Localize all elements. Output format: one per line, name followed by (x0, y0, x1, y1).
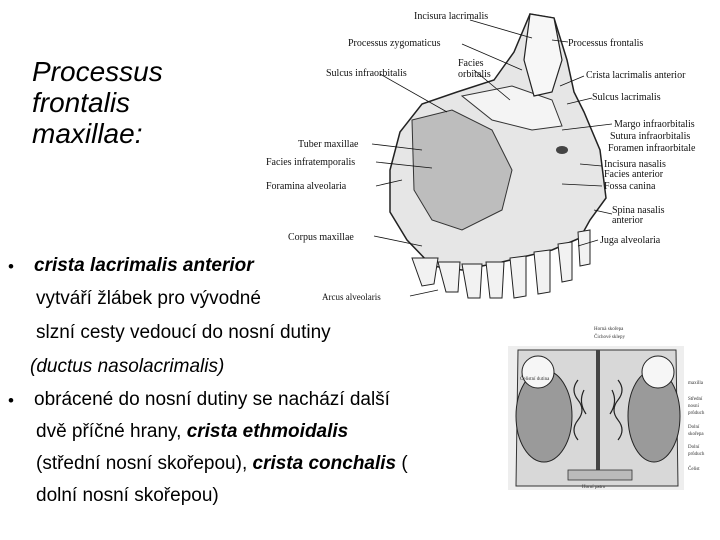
label-facies-orbitalis-1: Facies (458, 58, 484, 69)
label-juga-alveolaria: Juga alveolaria (600, 235, 661, 246)
sinus-label-r4: Dolní (688, 425, 700, 430)
sinus-label-left: Čelistní dutina (520, 377, 550, 382)
label-crista-lacrimalis-anterior: Crista lacrimalis anterior (586, 70, 686, 81)
slide-title (32, 56, 232, 149)
label-spina-nasalis-1: Spina nasalis (612, 205, 665, 216)
label-processus-zygomaticus: Processus zygomaticus (348, 38, 441, 49)
sinus-label-r8: Čelist (688, 467, 700, 472)
sinus-label-bottom: Horní patro (582, 485, 606, 490)
sinus-label-right: maxilla (688, 381, 703, 386)
label-sulcus-infraorbitalis: Sulcus infraorbitalis (326, 68, 407, 79)
title-line-2: frontalis (32, 87, 131, 118)
sinus-label-top-1: Hornà skořepa (594, 327, 624, 332)
label-incisura-nasalis: Incisura nasalis (604, 159, 666, 170)
label-sutura-infraorbitalis: Sutura infraorbitalis (610, 131, 691, 142)
bullet-2-line-2 (36, 421, 348, 443)
hard-palate (568, 470, 632, 480)
bullet-2-line-3-post: ( (396, 453, 408, 474)
label-foramina-alveolaria: Foramina alveolaria (266, 181, 347, 192)
sinus-label-top-2: Čichové sklepy (594, 335, 625, 340)
infraorbital-foramen (556, 146, 568, 154)
label-facies-anterior: Facies anterior (604, 169, 664, 180)
label-processus-frontalis: Processus frontalis (568, 38, 644, 49)
bullet-2-line-4: dolní nosní skořepou) (36, 485, 219, 506)
sinus-label-r5: skořepa (688, 432, 704, 437)
maxilla-drawing (262, 0, 720, 318)
bullet-marker-2: • (8, 391, 14, 410)
label-corpus-maxillae: Corpus maxillae (288, 232, 354, 243)
label-margo-infraorbitalis: Margo infraorbitalis (614, 119, 695, 130)
nasal-septum (596, 350, 600, 476)
sinus-section-illustration (508, 320, 720, 490)
label-arcus-alveolaris: Arcus alveolaris (322, 292, 381, 302)
label-spina-nasalis-2: anterior (612, 215, 644, 226)
label-facies-infratemporalis: Facies infratemporalis (266, 157, 356, 168)
bullet-1-term: crista lacrimalis anterior (34, 255, 254, 276)
bullet-2-line-3-pre: (střední nosní skořepou), (36, 453, 253, 474)
bullet-2-crista-ethmoidalis: crista ethmoidalis (186, 421, 349, 442)
bullet-2-line-3 (36, 453, 408, 475)
title-line-1: Processus (32, 56, 163, 87)
label-tuber-maxillae: Tuber maxillae (298, 139, 359, 150)
sinus-label-r7: průduch (688, 452, 705, 457)
sinus-label-r6: Dolní (688, 445, 700, 450)
maxilla-illustration (262, 0, 720, 318)
bullet-1-line-4: (ductus nasolacrimalis) (30, 356, 225, 377)
title-line-3: maxillae: (32, 118, 143, 149)
bullet-1-line-2: vytváří žlábek pro vývodné (36, 288, 261, 309)
left-orbit (522, 356, 554, 388)
bullet-2-crista-conchalis: crista conchalis (252, 453, 397, 474)
sinus-label-r2: nosní (688, 404, 699, 409)
bullet-marker-1: • (8, 257, 14, 276)
right-orbit (642, 356, 674, 388)
label-foramen-infraorbitale: Foramen infraorbitale (608, 143, 696, 154)
label-fossa-canina: Fossa canina (604, 181, 656, 192)
label-sulcus-lacrimalis: Sulcus lacrimalis (592, 92, 661, 103)
sinus-label-r1: Střední (688, 397, 703, 402)
label-incisura-lacrimalis: Incisura lacrimalis (414, 11, 489, 22)
sinus-label-r3: průduch (688, 411, 705, 416)
bullet-2-line-2-pre: dvě příčné hrany, (36, 421, 187, 442)
bullet-1-line-3: slzní cesty vedoucí do nosní dutiny (36, 322, 331, 343)
bullet-2-line-1: obrácené do nosní dutiny se nachází další (34, 389, 390, 410)
sinus-drawing (508, 320, 720, 490)
label-facies-orbitalis-2: orbitalis (458, 69, 491, 80)
